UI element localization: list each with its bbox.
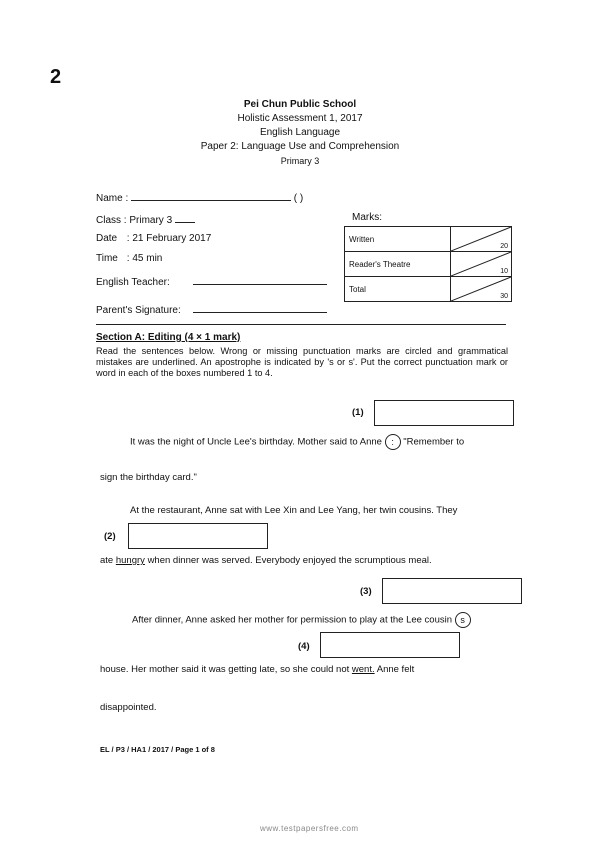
class-blank[interactable] — [175, 212, 195, 223]
date-value: : 21 February 2017 — [126, 233, 212, 244]
passage-line-3: At the restaurant, Anne sat with Lee Xin and Lee Yang, her twin cousins. They — [130, 505, 458, 516]
answer-box-1[interactable] — [374, 400, 514, 426]
circled-punctuation-3: s — [455, 612, 471, 628]
passage-text: It was the night of Uncle Lee's birthday. Mother said to Anne — [130, 436, 382, 448]
passage-line-6 — [100, 664, 414, 675]
assessment-title: Holistic Assessment 1, 2017 — [237, 113, 363, 124]
marks-score-cell[interactable] — [451, 252, 512, 277]
marks-row-written — [345, 227, 512, 252]
time-value: : 45 min — [126, 253, 163, 264]
box-3-label: (3) — [360, 586, 372, 597]
circled-punctuation-1: : — [385, 434, 401, 450]
marks-row-total — [345, 277, 512, 302]
parent-signature-blank[interactable] — [193, 302, 327, 313]
date-label: Date — [96, 233, 118, 244]
passage-line-1 — [130, 434, 464, 450]
teacher-label: English Teacher: — [96, 277, 170, 288]
paper-title: Paper 2: Language Use and Comprehension — [200, 141, 400, 152]
passage-text: ate — [100, 555, 114, 566]
date-field — [96, 233, 211, 244]
school-name: Pei Chun Public School — [243, 99, 357, 110]
marks-score-cell[interactable] — [451, 277, 512, 302]
marks-total: 30 — [500, 293, 508, 300]
answer-box-4[interactable] — [320, 632, 460, 658]
marks-table — [344, 226, 512, 302]
section-instructions: Read the sentences below. Wrong or missing punctuation marks are circled and grammatical mistakes are underlined. An apostrophe is indicated by 's or s'. Put the correct punctuation mark or word in each of the boxes numbered 1 to 4. — [96, 346, 508, 378]
watermark: www.testpapersfree.com — [260, 824, 359, 833]
section-divider — [96, 324, 506, 325]
passage-line-5 — [132, 612, 471, 628]
answer-box-3[interactable] — [382, 578, 522, 604]
marks-total: 10 — [500, 268, 508, 275]
level-title: Primary 3 — [280, 156, 320, 166]
class-label: Class : — [96, 215, 127, 226]
marks-row-label: Total — [345, 277, 451, 302]
name-label: Name : — [96, 193, 129, 204]
underlined-mistake-2: hungry — [115, 555, 145, 566]
passage-text: After dinner, Anne asked her mother for permission to play at the Lee cousin — [132, 614, 453, 626]
box-1-label: (1) — [352, 407, 364, 418]
underlined-mistake-4: went. — [351, 664, 375, 675]
subject-title: English Language — [259, 127, 341, 138]
marks-total: 20 — [500, 243, 508, 250]
teacher-blank[interactable] — [193, 274, 327, 285]
answer-box-2[interactable] — [128, 523, 268, 549]
time-field — [96, 253, 162, 264]
class-field — [96, 212, 195, 226]
teacher-field — [96, 274, 327, 288]
page-number: 2 — [50, 66, 62, 88]
page-footer: EL / P3 / HA1 / 2017 / Page 1 of 8 — [100, 745, 215, 754]
register-number-paren: ( ) — [293, 193, 304, 204]
passage-text: Anne felt — [376, 664, 415, 675]
passage-text: when dinner was served. Everybody enjoyed the scrumptious meal. — [147, 555, 432, 566]
passage-line-7: disappointed. — [100, 702, 157, 713]
name-blank[interactable] — [131, 190, 291, 201]
marks-score-cell[interactable] — [451, 227, 512, 252]
marks-label: Marks: — [352, 212, 382, 223]
passage-line-2: sign the birthday card." — [100, 472, 197, 483]
box-4-label: (4) — [298, 641, 310, 652]
marks-row-label: Reader's Theatre — [345, 252, 451, 277]
passage-text: "Remember to — [403, 436, 465, 448]
time-label: Time — [96, 253, 118, 264]
parent-signature-label: Parent's Signature: — [96, 305, 181, 316]
class-value: Primary 3 — [129, 215, 173, 226]
passage-line-4 — [100, 555, 432, 566]
marks-row-readers-theatre — [345, 252, 512, 277]
passage-text: house. Her mother said it was getting late, so she could not — [100, 664, 350, 675]
marks-row-label: Written — [345, 227, 451, 252]
box-2-label: (2) — [104, 531, 116, 542]
parent-signature-field — [96, 302, 327, 316]
section-title: Section A: Editing (4 × 1 mark) — [96, 332, 241, 343]
name-field — [96, 190, 303, 204]
